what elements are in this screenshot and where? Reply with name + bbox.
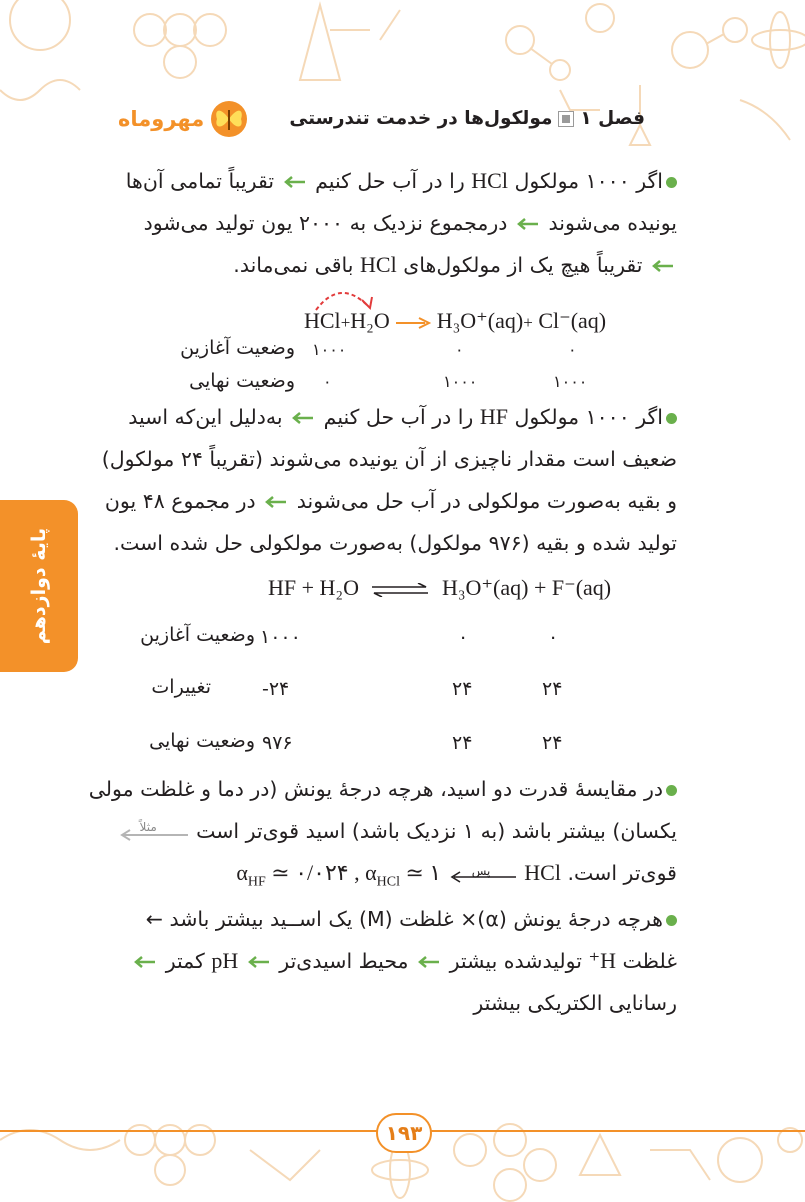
text: را در آب حل کنیم: [315, 169, 465, 193]
alpha-sub-hcl: HCl: [376, 874, 400, 890]
para1-line2: [126, 202, 677, 244]
formula: HCl: [524, 860, 561, 885]
eq2-right: H₃O⁺(aq) + F⁻(aq): [441, 575, 612, 600]
alpha-comparison: [236, 852, 441, 903]
grade-side-tab: [0, 500, 78, 672]
example-label: مثلاً: [139, 820, 157, 834]
text: در مجموع ۴۸ یون: [104, 489, 256, 513]
para2-line3: [102, 480, 677, 522]
brand-logo: [118, 100, 250, 138]
para4-line1: [131, 898, 677, 940]
para2-line1: [102, 396, 677, 438]
eq2-row3-label: وضعیت نهایی: [149, 730, 255, 752]
text: محیط اسیدی‌تر: [279, 949, 409, 973]
arrow-left-icon: [265, 496, 287, 508]
arrow-left-icon: [517, 218, 539, 230]
then-label: پس: [471, 864, 491, 878]
text: تقریباً تمامی آن‌ها: [125, 169, 275, 193]
text: تولیدشده بیشتر: [449, 949, 582, 973]
para3-line2: [89, 810, 677, 852]
eq2-row2-v2: ۲۴: [452, 678, 473, 700]
butterfly-logo-icon: [208, 100, 250, 138]
alpha-sub-hf: HF: [247, 874, 266, 890]
reactant-hcl: HCl: [304, 308, 341, 333]
text: باقی نمی‌ماند.: [233, 253, 354, 277]
paragraph-hcl-dissociation: [126, 160, 677, 286]
bullet-icon: [666, 177, 677, 188]
equation-hf: [268, 575, 611, 601]
page-number: ۱۹۳: [376, 1113, 432, 1153]
eq1-row1-v3: ۰: [568, 340, 577, 359]
arrow-left-icon: [134, 956, 156, 968]
formula: HF: [479, 404, 508, 429]
eq2-row3-v3: ۲۴: [542, 732, 563, 754]
chapter-separator-icon: [558, 111, 574, 127]
bullet-icon: [666, 785, 677, 796]
reactant-water: H₂O: [350, 308, 390, 333]
bullet-icon: [666, 915, 677, 926]
plus: +: [340, 313, 351, 332]
para1-line1: [126, 160, 677, 202]
eq2-row3-v2: ۲۴: [452, 732, 473, 754]
eq2-row2-label: تغییرات: [151, 676, 211, 698]
eq2-row1-v3: ۰: [548, 626, 559, 648]
arrow-left-icon: [292, 412, 314, 424]
para4-line3: رسانایی الکتریکی بیشتر: [473, 991, 677, 1015]
eq2-row2-v3: ۲۴: [542, 678, 563, 700]
paragraph-ionization-degree: [131, 898, 677, 1024]
chapter-header: [289, 108, 645, 129]
para2-line4: تولید شده و بقیه (۹۷۶ مولکول) به‌صورت مولکولی حل شده است.: [113, 531, 677, 555]
alpha-symbol: α: [236, 860, 248, 885]
text: غلظت: [622, 949, 677, 973]
text: را در آب حل کنیم: [323, 405, 474, 429]
eq2-row1-label: وضعیت آغازین: [140, 624, 255, 646]
text: قوی‌تر است.: [567, 861, 677, 885]
paragraph-hf-dissociation: [102, 396, 677, 564]
eq2-row1-v1: ۱۰۰۰: [260, 626, 301, 648]
bullet-icon: [666, 413, 677, 424]
formula: pH: [211, 948, 239, 973]
formula: HCl: [360, 252, 397, 277]
text: تقریباً هیچ یک از مولکول‌های: [403, 253, 643, 277]
logo-text: مهروماه: [118, 107, 205, 131]
product-hydronium: H₃O⁺(aq): [436, 308, 524, 333]
eq1-row1-label: وضعیت آغازین: [180, 337, 295, 359]
product-chloride: Cl⁻(aq): [538, 308, 607, 333]
arrow-left-icon: [284, 176, 306, 188]
formula: HCl: [471, 168, 508, 193]
plus: +: [523, 313, 533, 332]
eq1-row2-v2: ۱۰۰۰: [443, 372, 478, 391]
para3-line1: [89, 768, 677, 810]
text: درمجموع نزدیک به ۲۰۰۰ یون تولید می‌شود: [143, 211, 508, 235]
eq1-row2-v1: ۰: [323, 372, 332, 391]
eq2-row2-v1: -۲۴: [262, 678, 290, 700]
alpha-hcl-value: ≃ ۱: [405, 860, 442, 885]
para3-line3: [89, 852, 677, 903]
text: و بقیه به‌صورت مولکولی در آب حل می‌شوند: [296, 489, 677, 513]
eq2-row1-v2: ۰: [458, 626, 469, 648]
arrow-left-icon: [248, 956, 270, 968]
equilibrium-arrow-icon: [370, 583, 430, 597]
text: به‌دلیل این‌که اسید: [128, 405, 283, 429]
arrow-left-icon: ←: [145, 907, 163, 931]
alpha-value: ≃ ۰/۰۲۴ , α: [271, 860, 377, 885]
para2-line2: ضعیف است مقدار ناچیزی از آن یونیده می‌شوند (تقریباً ۲۴ مولکول): [101, 447, 677, 471]
text: در مقایسهٔ قدرت دو اسید، هرچه درجهٔ یونش (در دما و غلظت مولی: [88, 777, 663, 801]
reaction-arrow-icon: [395, 317, 431, 329]
gray-arrow-left-icon: [118, 828, 190, 842]
equation-hcl: [304, 308, 606, 334]
eq1-row1-v2: ۰: [455, 340, 464, 359]
grade-side-tab-label: پایهٔ دوازدهم: [28, 527, 50, 645]
chapter-title: مولکول‌ها در خدمت تندرستی: [289, 108, 553, 129]
text: اگر ۱۰۰۰ مولکول: [514, 169, 663, 193]
arrow-left-icon: [418, 956, 440, 968]
eq1-row2-v3: ۱۰۰۰: [553, 372, 588, 391]
black-arrow-left-icon: [448, 870, 518, 884]
formula: H⁺: [588, 948, 617, 973]
para4-line2: [131, 940, 677, 982]
paragraph-acid-strength: [89, 768, 677, 903]
eq1-row2-label: وضعیت نهایی: [189, 370, 295, 392]
text: یونیده می‌شوند: [548, 211, 677, 235]
text: یکسان) بیشتر باشد (به ۱ نزدیک باشد) اسید قوی‌تر است: [196, 819, 677, 843]
eq1-row1-v1: ۱۰۰۰: [312, 340, 347, 359]
eq2-left: HF + H₂O: [268, 575, 359, 600]
arrow-left-icon: [652, 260, 674, 272]
example-arrow: [118, 822, 190, 842]
then-arrow: [448, 864, 518, 884]
chapter-number: فصل ۱: [580, 108, 645, 129]
eq2-row3-v1: ۹۷۶: [262, 732, 293, 754]
para1-line3: [126, 244, 677, 286]
text: اگر ۱۰۰۰ مولکول: [514, 405, 663, 429]
text: هرچه درجهٔ یونش (α)× غلظت (M) یک اســید بیشتر باشد: [169, 907, 663, 931]
text: کمتر: [165, 949, 205, 973]
